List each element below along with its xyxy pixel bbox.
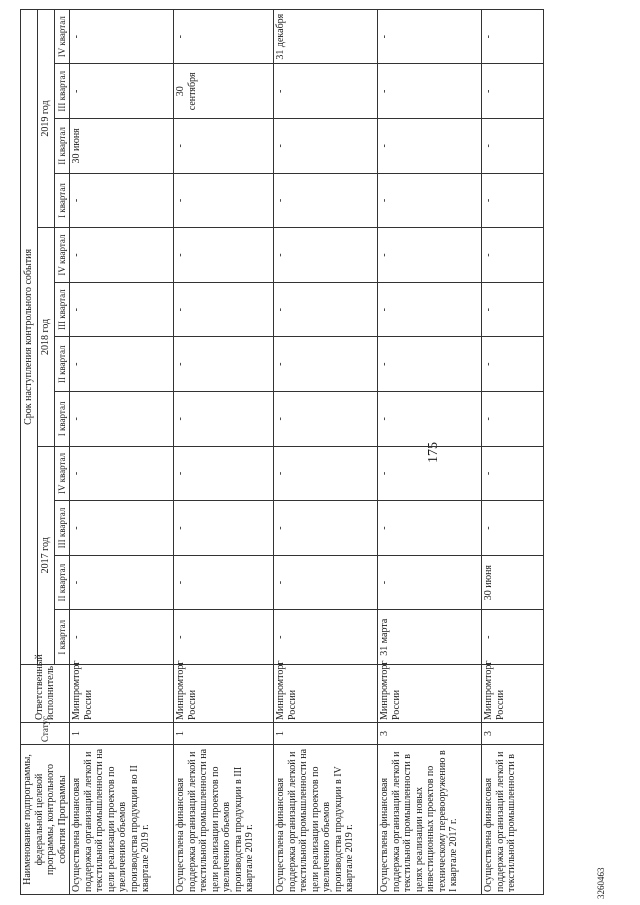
- deadline-cell: 30 сентября: [174, 64, 274, 119]
- deadline-cell: -: [482, 282, 544, 337]
- table-body: [70, 9, 544, 894]
- deadline-cell: -: [378, 9, 482, 64]
- header-quarter: I квартал: [54, 173, 69, 228]
- responsible-executor: Минпромторг России: [378, 665, 482, 723]
- deadline-cell: -: [174, 9, 274, 64]
- header-quarter: I квартал: [54, 392, 69, 447]
- deadline-cell: -: [378, 337, 482, 392]
- header-quarter: III квартал: [54, 282, 69, 337]
- table-row: [174, 9, 274, 894]
- deadline-cell: 30 июня: [70, 119, 174, 174]
- deadline-cell: -: [378, 173, 482, 228]
- deadline-cell: -: [70, 9, 174, 64]
- header-quarter: III квартал: [54, 64, 69, 119]
- deadline-cell: -: [70, 610, 174, 665]
- header-quarter: III квартал: [54, 501, 69, 556]
- header-quarter: IV квартал: [54, 446, 69, 501]
- event-status: 1: [274, 723, 378, 745]
- deadline-cell: -: [482, 64, 544, 119]
- deadline-cell: -: [174, 228, 274, 283]
- deadline-cell: -: [378, 501, 482, 556]
- deadline-cell: -: [70, 228, 174, 283]
- event-name: Осуществлена финансовая поддержка организаций легкой и текстильной промышленности в: [482, 745, 544, 895]
- deadline-cell: -: [482, 119, 544, 174]
- header-deadline: Срок наступления контрольного события: [21, 9, 38, 664]
- control-events-table: [20, 9, 544, 895]
- deadline-cell: -: [274, 64, 378, 119]
- header-year: 2017 год: [37, 446, 54, 664]
- deadline-cell: -: [274, 392, 378, 447]
- deadline-cell: -: [70, 337, 174, 392]
- responsible-executor: Минпромторг России: [70, 665, 174, 723]
- header-year: 2018 год: [37, 228, 54, 446]
- deadline-cell: -: [274, 446, 378, 501]
- deadline-cell: -: [70, 392, 174, 447]
- deadline-cell: -: [274, 228, 378, 283]
- deadline-cell: -: [274, 119, 378, 174]
- event-status: 3: [378, 723, 482, 745]
- deadline-cell: -: [70, 555, 174, 610]
- header-responsible: Ответственный исполнитель: [21, 665, 70, 723]
- deadline-cell: -: [274, 501, 378, 556]
- event-status: 1: [70, 723, 174, 745]
- deadline-cell: -: [174, 610, 274, 665]
- deadline-cell: -: [174, 501, 274, 556]
- deadline-cell: -: [174, 337, 274, 392]
- deadline-cell: -: [378, 392, 482, 447]
- event-name: Осуществлена финансовая поддержка организаций легкой и текстильной промышленности на цели реализации проектов по увеличению объемов производства продукции во II квартале 2019 г.: [70, 745, 174, 895]
- event-name: Осуществлена финансовая поддержка организаций легкой и текстильной промышленности на цели реализации проектов по увеличению объемов производства продукции в IV квартале 2019 г.: [274, 745, 378, 895]
- deadline-cell: 31 марта: [378, 610, 482, 665]
- deadline-cell: -: [378, 555, 482, 610]
- event-name: Осуществлена финансовая поддержка организаций легкой и текстильной промышленности на цели реализации проектов по увеличению объемов производства продукции в III квартале 2019 г.: [174, 745, 274, 895]
- responsible-executor: Минпромторг России: [174, 665, 274, 723]
- deadline-cell: -: [274, 610, 378, 665]
- deadline-cell: 30 июня: [482, 555, 544, 610]
- deadline-cell: -: [482, 9, 544, 64]
- header-quarter: II квартал: [54, 337, 69, 392]
- table-row: [378, 9, 482, 894]
- page-number: 175: [426, 442, 441, 463]
- header-quarter: IV квартал: [54, 228, 69, 283]
- deadline-cell: -: [174, 555, 274, 610]
- deadline-cell: -: [70, 501, 174, 556]
- header-name: Наименование подпрограммы, федеральной целевой программы, контрольного события Программы: [21, 745, 70, 895]
- deadline-cell: -: [378, 282, 482, 337]
- deadline-cell: -: [482, 173, 544, 228]
- deadline-cell: -: [274, 173, 378, 228]
- deadline-cell: 31 декабря: [274, 9, 378, 64]
- table-row: [274, 9, 378, 894]
- event-status: 3: [482, 723, 544, 745]
- deadline-cell: -: [378, 119, 482, 174]
- responsible-executor: Минпромторг России: [274, 665, 378, 723]
- table-row: [482, 9, 544, 894]
- deadline-cell: -: [378, 446, 482, 501]
- deadline-cell: -: [174, 119, 274, 174]
- deadline-cell: -: [70, 446, 174, 501]
- deadline-cell: -: [174, 173, 274, 228]
- deadline-cell: -: [274, 282, 378, 337]
- document-code: 3260463: [596, 867, 606, 899]
- table-row: [70, 9, 174, 894]
- deadline-cell: -: [378, 228, 482, 283]
- deadline-cell: -: [274, 555, 378, 610]
- header-quarter: IV квартал: [54, 9, 69, 64]
- header-year: 2019 год: [37, 9, 54, 227]
- event-name: Осуществлена финансовая поддержка организаций легкой и текстильной промышленности в целях реализации новых инвестиционных проектов по техническому перевооружению в I квартале 2017 г.: [378, 745, 482, 895]
- header-quarter: II квартал: [54, 555, 69, 610]
- header-quarter: I квартал: [54, 610, 69, 665]
- deadline-cell: -: [70, 282, 174, 337]
- deadline-cell: -: [70, 173, 174, 228]
- deadline-cell: -: [174, 392, 274, 447]
- header-quarter: II квартал: [54, 119, 69, 174]
- deadline-cell: -: [482, 228, 544, 283]
- event-status: 1: [174, 723, 274, 745]
- deadline-cell: -: [274, 337, 378, 392]
- deadline-cell: -: [482, 446, 544, 501]
- deadline-cell: -: [378, 64, 482, 119]
- deadline-cell: -: [174, 446, 274, 501]
- deadline-cell: -: [70, 64, 174, 119]
- deadline-cell: -: [174, 282, 274, 337]
- deadline-cell: -: [482, 501, 544, 556]
- deadline-cell: -: [482, 610, 544, 665]
- header-status: Статус: [21, 723, 70, 745]
- deadline-cell: -: [482, 337, 544, 392]
- deadline-cell: -: [482, 392, 544, 447]
- responsible-executor: Минпромторг России: [482, 665, 544, 723]
